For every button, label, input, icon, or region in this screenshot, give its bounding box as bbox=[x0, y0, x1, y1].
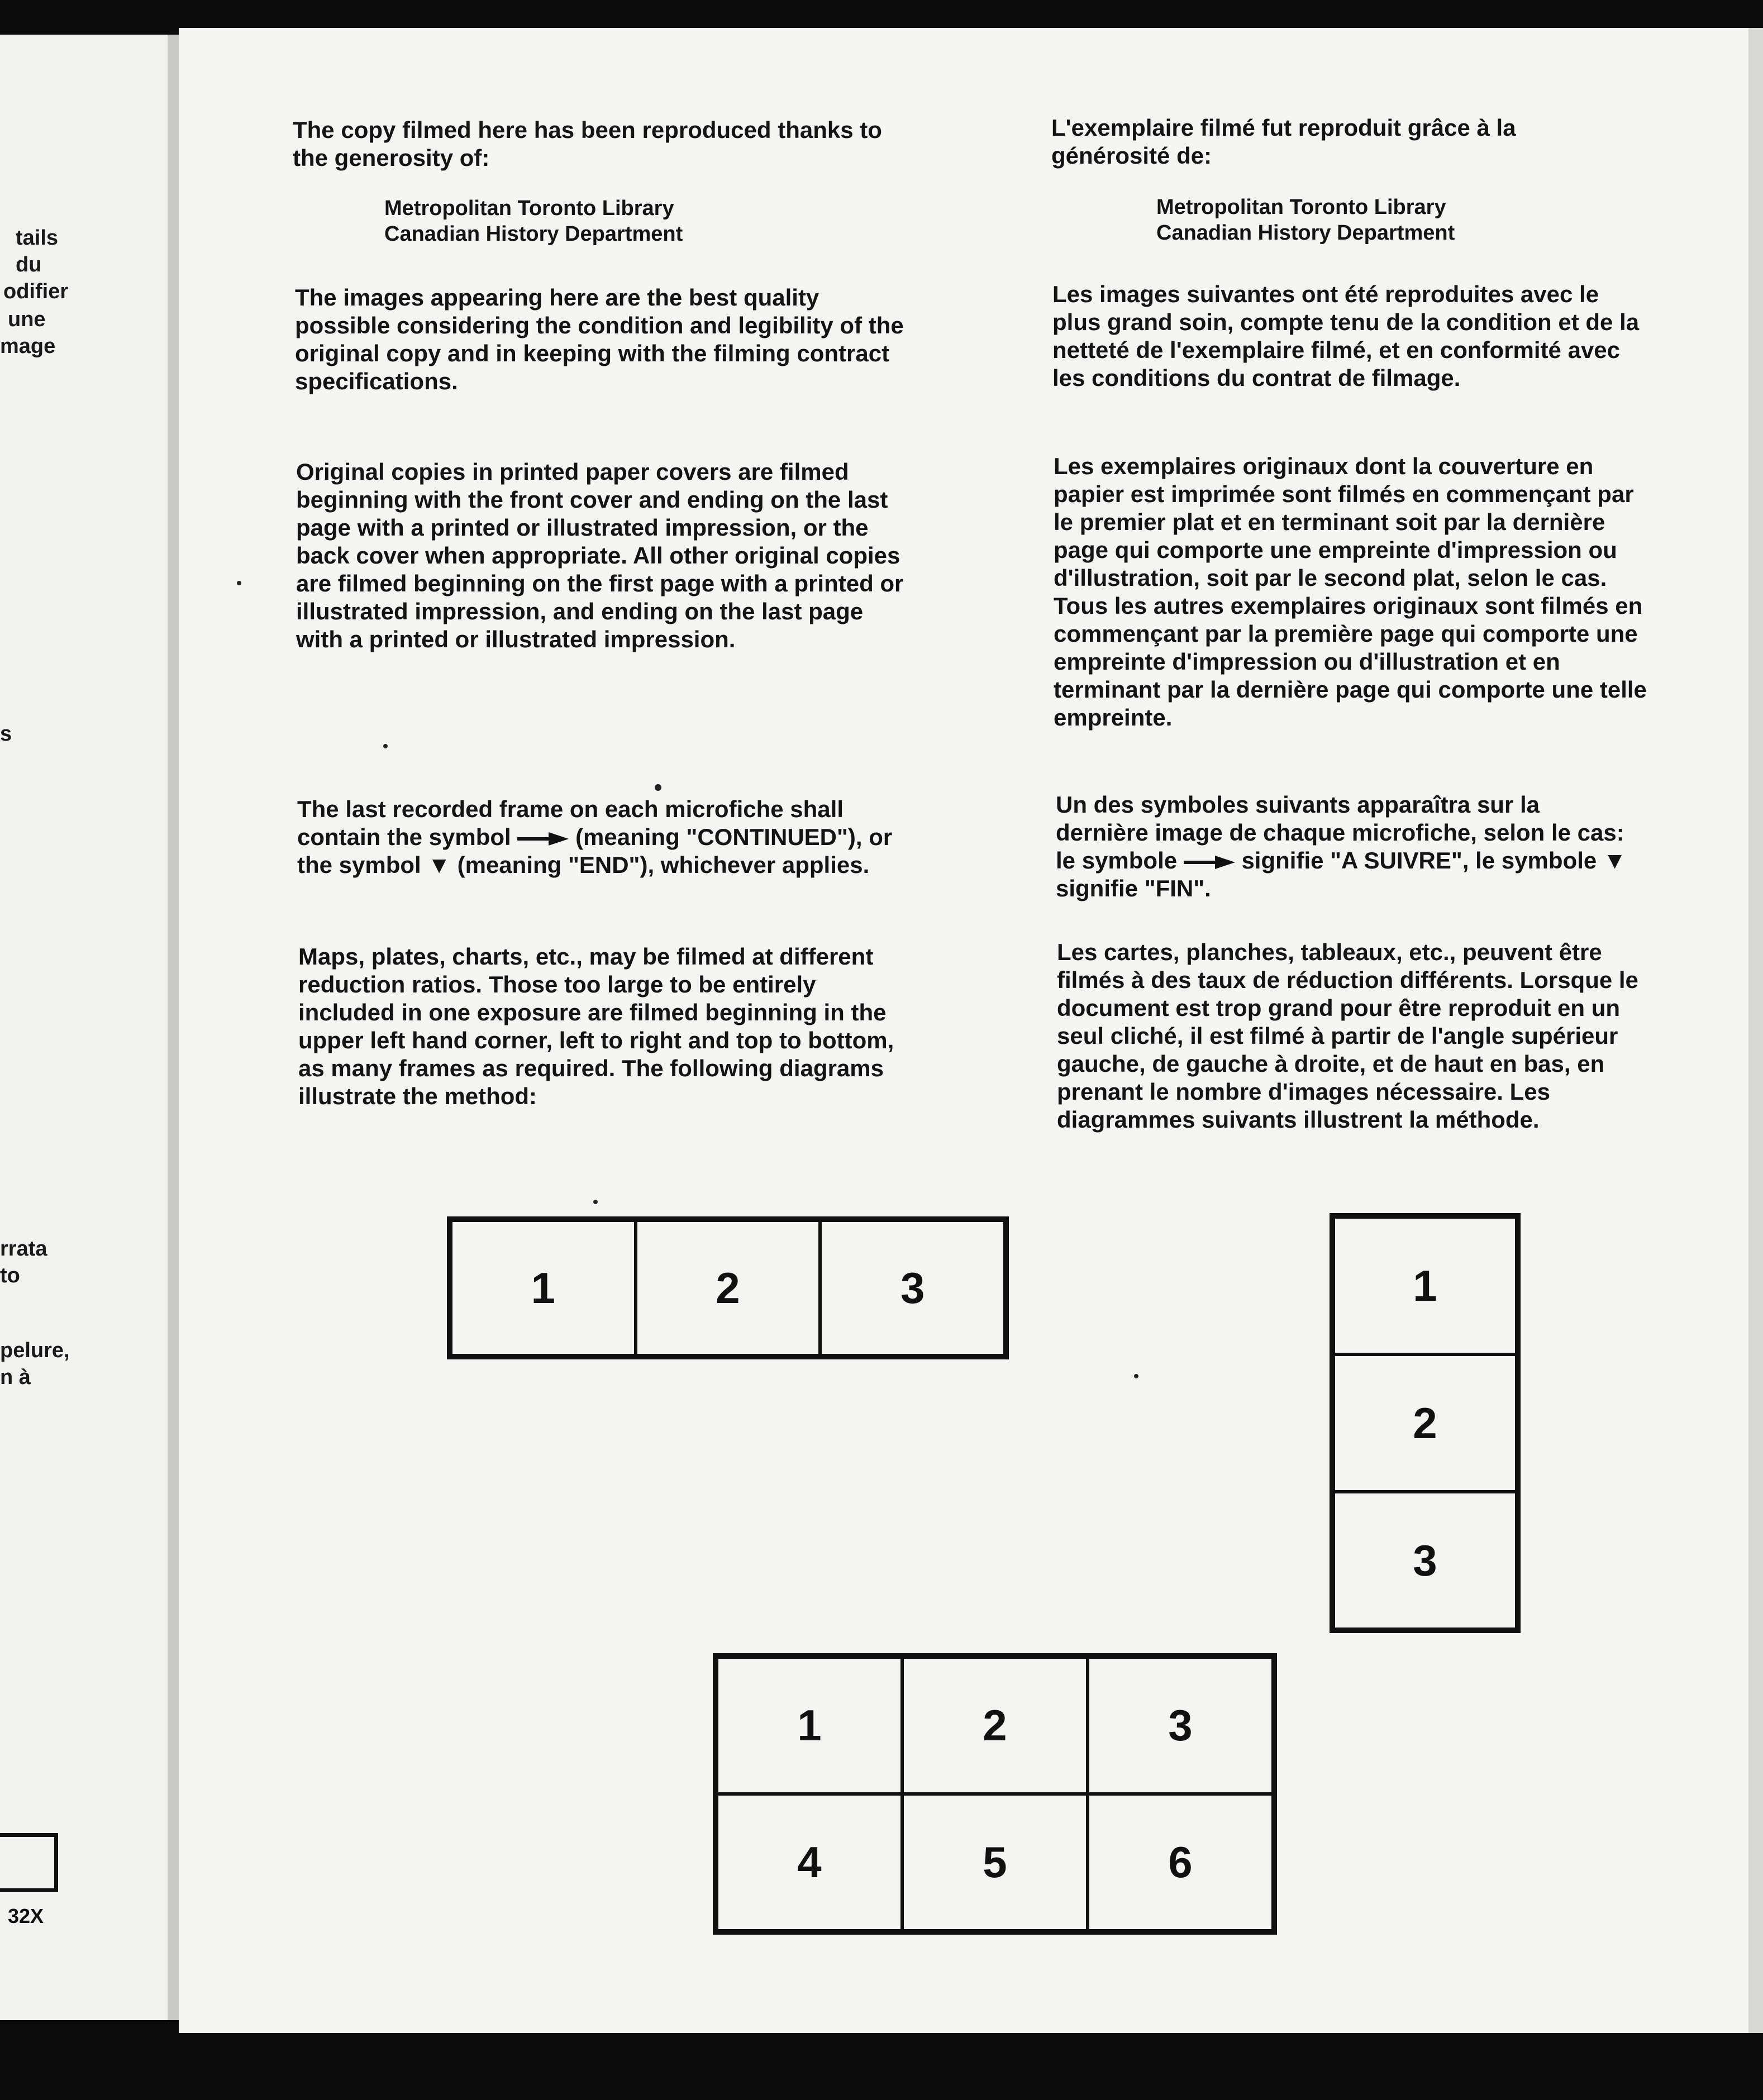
left-fragment: une bbox=[8, 308, 46, 331]
scan-speck bbox=[383, 744, 388, 748]
frame-cell: 3 bbox=[820, 1220, 1005, 1356]
frame-cell: 1 bbox=[451, 1220, 636, 1356]
french-originals-paragraph bbox=[1054, 452, 1657, 732]
english-quality-paragraph bbox=[295, 284, 915, 395]
library-department: Canadian History Department bbox=[1156, 221, 1455, 245]
french-quality-text: Les images suivantes ont été reproduites avec le plus grand soin, compte tenu de la condition et de la netteté de l'exemplaire filmé, et en conformité avec les conditions du contrat de filmage. bbox=[1052, 281, 1640, 391]
scan-speck bbox=[237, 581, 241, 585]
frame-cell: 6 bbox=[1088, 1794, 1273, 1931]
french-symbol-paragraph bbox=[1056, 791, 1637, 903]
french-symbol-text-a: Un des symboles suivants apparaîtra sur la dernière image de chaque microfiche, selon le cas: le symbole bbox=[1056, 791, 1624, 874]
frame-cell: 1 bbox=[717, 1657, 902, 1794]
frame-cell: 2 bbox=[636, 1220, 821, 1356]
scan-speck bbox=[593, 1200, 598, 1204]
scale-label: 32X bbox=[8, 1905, 44, 1927]
french-symbol-text bbox=[1056, 791, 1637, 903]
english-symbol-paragraph bbox=[297, 795, 895, 879]
french-library bbox=[1156, 194, 1603, 246]
library-department: Canadian History Department bbox=[384, 222, 683, 246]
continued-arrow-icon bbox=[1184, 855, 1235, 870]
english-maps-text: Maps, plates, charts, etc., may be filmed at different reduction ratios. Those too large to be entirely included in one exposure are filmed beginning in the upper left hand corner, left to right and top to bottom, as many frames as required. The following diagrams illustrate the method: bbox=[298, 943, 894, 1109]
library-name: Metropolitan Toronto Library bbox=[1156, 195, 1446, 219]
left-fragment: to bbox=[0, 1264, 20, 1287]
frame-cell: 2 bbox=[902, 1657, 1088, 1794]
left-fragment: rrata bbox=[0, 1237, 47, 1261]
left-fragment: mage bbox=[0, 335, 56, 358]
english-intro-text: The copy filmed here has been reproduced thanks to the generosity of: bbox=[293, 117, 882, 171]
frame-cell: 3 bbox=[1333, 1492, 1517, 1629]
resolution-target-box bbox=[0, 1833, 58, 1892]
left-fragment: pelure, bbox=[0, 1339, 70, 1362]
french-maps-paragraph bbox=[1057, 938, 1655, 1134]
scan-speck bbox=[1134, 1374, 1138, 1378]
library-name: Metropolitan Toronto Library bbox=[384, 197, 674, 220]
diagram-horizontal-frames bbox=[447, 1216, 1009, 1359]
left-fragment: n à bbox=[0, 1366, 31, 1389]
left-page-fragment bbox=[0, 35, 168, 2020]
english-symbol-text-a: The last recorded frame on each microfiche shall contain the symbol bbox=[297, 796, 844, 850]
diagram-vertical-frames bbox=[1330, 1213, 1521, 1633]
frame-cell: 4 bbox=[717, 1794, 902, 1931]
frame-cell: 3 bbox=[1088, 1657, 1273, 1794]
french-originals-text: Les exemplaires originaux dont la couverture en papier est imprimée sont filmés en commençant par le premier plat et en terminant soit par la dernière page qui comporte une empreinte d'impression ou d'illustration, soit par le second plat, selon le cas. Tous les autres exemplaires originaux sont filmés en commençant par la première page qui comporte une empreinte d'impression ou d'illustration et en terminant par la dernière page qui comporte une telle empreinte. bbox=[1054, 453, 1647, 731]
frame-cell: 2 bbox=[1333, 1354, 1517, 1492]
frame-cell: 1 bbox=[1333, 1217, 1517, 1354]
page-gutter bbox=[168, 35, 179, 2020]
french-intro bbox=[1051, 114, 1610, 170]
english-symbol-text bbox=[297, 795, 895, 879]
french-quality-paragraph bbox=[1052, 280, 1645, 392]
left-fragment: du bbox=[16, 253, 42, 276]
left-fragment: tails bbox=[16, 226, 59, 250]
english-intro bbox=[293, 116, 918, 172]
left-fragment: odifier bbox=[3, 280, 69, 303]
french-intro-text: L'exemplaire filmé fut reproduit grâce à la générosité de: bbox=[1051, 114, 1516, 169]
french-symbol-text-b: signifie "A SUIVRE", le symbole ▼ signifie "FIN". bbox=[1056, 847, 1627, 901]
english-symbol-text-b: (meaning "CONTINUED"), or the symbol ▼ (meaning "END"), whichever applies. bbox=[297, 824, 893, 878]
french-maps-text: Les cartes, planches, tableaux, etc., peuvent être filmés à des taux de réduction différents. Lorsque le document est trop grand pour être reproduit en un seul cliché, il est filmé à partir de l'angle supérieur gauche, de gauche à droite, et de haut en bas, en prenant le nombre d'images nécessaire. Les diagrammes suivants illustrent la méthode. bbox=[1057, 939, 1638, 1133]
continued-arrow-icon bbox=[517, 831, 569, 847]
english-quality-text: The images appearing here are the best quality possible considering the condition and legibility of the original copy and in keeping with the filming contract specifications. bbox=[295, 284, 904, 394]
english-originals-paragraph bbox=[296, 458, 916, 653]
scan-speck bbox=[655, 784, 661, 791]
english-originals-text: Original copies in printed paper covers are filmed beginning with the front cover and ending on the last page with a printed or illustrated impression, or the back cover when appropriate. All other original copies are filmed beginning on the first page with a printed or illustrated impression, and ending on the last page with a printed or illustrated impression. bbox=[296, 459, 904, 652]
page-edge bbox=[1748, 28, 1763, 2033]
left-fragment: s bbox=[0, 722, 12, 746]
english-library bbox=[384, 195, 831, 247]
english-maps-paragraph bbox=[298, 943, 918, 1110]
frame-cell: 5 bbox=[902, 1794, 1088, 1931]
diagram-grid-frames bbox=[713, 1653, 1277, 1935]
